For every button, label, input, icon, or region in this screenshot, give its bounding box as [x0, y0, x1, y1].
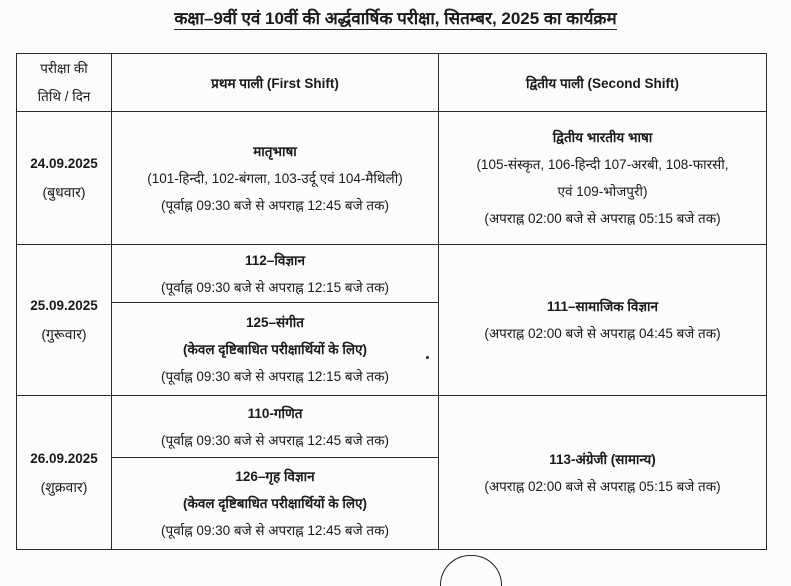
subject: 112–विज्ञान: [245, 252, 305, 268]
subject: मातृभाषा: [253, 143, 297, 159]
subject: 126–गृह विज्ञान: [235, 469, 315, 484]
header-second-shift: द्वितीय पाली (Second Shift): [439, 54, 767, 112]
header-date-day: [17, 54, 112, 112]
subject: 111–सामाजिक विज्ञान: [546, 299, 658, 314]
subject: 125–संगीत: [246, 314, 304, 330]
subject-detail: एवं 109-भोजपुरी): [557, 184, 648, 199]
exam-time: (अपराह्न 02:00 बजे से अपराह्न 05:15 बजे तक): [484, 211, 721, 226]
exam-day: (गुरूवार): [41, 326, 87, 342]
subject-detail: (101-हिन्दी, 102-बंगला, 103-उर्दू एवं 104-मैथिली): [147, 170, 403, 186]
first-shift-cell: [112, 112, 439, 245]
document-title-text: कक्षा–9वीं एवं 10वीं की अर्द्धवार्षिक परीक्षा, सितम्बर, 2025 का कार्यक्रम: [174, 9, 617, 28]
exam-time: (पूर्वाह्न 09:30 बजे से अपराह्न 12:45 बजे तक): [161, 197, 389, 213]
exam-schedule-table: [16, 53, 767, 550]
table-header-row: [17, 54, 767, 112]
exam-day: (शुक्रवार): [40, 478, 88, 495]
second-shift-cell: [439, 245, 767, 396]
exam-time: (पूर्वाह्न 09:30 बजे से अपराह्न 12:15 बजे तक): [161, 368, 389, 384]
date-cell: [17, 396, 112, 550]
exam-date: 25.09.2025: [30, 298, 98, 313]
date-cell: [17, 112, 112, 245]
exam-time: (अपराह्न 02:00 बजे से अपराह्न 04:45 बजे तक): [484, 326, 721, 341]
subject-note: (केवल दृष्टिबाधित परीक्षार्थियों के लिए): [182, 341, 368, 357]
first-shift-cell: [112, 303, 439, 396]
exam-time: (पूर्वाह्न 09:30 बजे से अपराह्न 12:45 बजे तक): [161, 432, 389, 448]
second-shift-cell: [439, 112, 767, 245]
subject: द्वितीय भारतीय भाषा: [552, 130, 653, 145]
table-row: [17, 396, 767, 458]
first-shift-cell: [112, 396, 439, 458]
table-row: [17, 112, 767, 245]
exam-date: 24.09.2025: [30, 156, 98, 171]
stray-dot-mark: [426, 356, 429, 359]
date-cell: [17, 245, 112, 396]
table-row: [17, 245, 767, 303]
document-title: [0, 6, 791, 29]
subject-detail: (105-संस्कृत, 106-हिन्दी 107-अरबी, 108-फारसी,: [476, 157, 729, 172]
exam-time: (अपराह्न 02:00 बजे से अपराह्न 05:15 बजे तक): [484, 478, 721, 494]
exam-day: (बुधवार): [42, 184, 86, 200]
subject: 110-गणित: [247, 405, 303, 421]
exam-date: 26.09.2025: [30, 450, 98, 466]
header-date-line2: तिथि / दिन: [37, 88, 91, 104]
header-date-line1: परीक्षा की: [40, 60, 88, 76]
subject: 113-अंग्रेजी (सामान्य): [549, 451, 656, 467]
second-shift-cell: [439, 396, 767, 550]
exam-time: (पूर्वाह्न 09:30 बजे से अपराह्न 12:15 बजे तक): [161, 279, 389, 295]
first-shift-cell: [112, 458, 439, 550]
exam-time: (पूर्वाह्न 09:30 बजे से अपराह्न 12:45 बजे तक): [161, 523, 389, 538]
first-shift-cell: [112, 245, 439, 303]
subject-note: (केवल दृष्टिबाधित परीक्षार्थियों के लिए): [182, 496, 368, 511]
header-first-shift: प्रथम पाली (First Shift): [112, 54, 439, 112]
